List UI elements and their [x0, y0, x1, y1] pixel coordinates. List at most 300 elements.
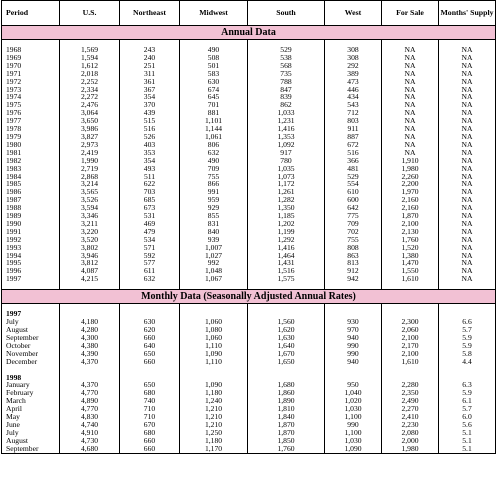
value-cell: 1,048 [180, 267, 248, 275]
value-cell: 4,770 [60, 389, 120, 397]
value-cell: 680 [120, 429, 180, 437]
value-cell: 3,211 [60, 220, 120, 228]
year-heading-row [2, 374, 496, 382]
col-header-west: West [325, 1, 382, 26]
value-cell: 5.6 [439, 421, 496, 429]
table-row [2, 326, 496, 334]
col-header-us: U.S. [60, 1, 120, 26]
value-cell: 446 [325, 86, 382, 94]
value-cell: 490 [180, 46, 248, 54]
value-cell: 1,180 [180, 389, 248, 397]
monthly-data-section [2, 290, 496, 304]
value-cell: 4,770 [60, 405, 120, 413]
value-cell: 4,215 [60, 275, 120, 283]
value-cell: 839 [248, 93, 325, 101]
value-cell: 1,760 [248, 445, 325, 453]
col-header-months-supply: Months' Supply [439, 1, 496, 26]
value-cell: 970 [325, 326, 382, 334]
col-header-midwest: Midwest [180, 1, 248, 26]
value-cell: NA [439, 259, 496, 267]
value-cell: 534 [120, 236, 180, 244]
period-cell: 1972 [2, 78, 60, 86]
table-row [2, 117, 496, 125]
value-cell: 3,812 [60, 259, 120, 267]
value-cell: 1,840 [248, 413, 325, 421]
table-row [2, 62, 496, 70]
table-row [2, 78, 496, 86]
value-cell: 1,261 [248, 188, 325, 196]
period-cell: August [2, 326, 60, 334]
value-cell: 543 [325, 101, 382, 109]
value-cell: 529 [248, 46, 325, 54]
value-cell: 5.9 [439, 342, 496, 350]
period-cell: 1995 [2, 259, 60, 267]
value-cell: 712 [325, 109, 382, 117]
value-cell: NA [382, 78, 439, 86]
value-cell: 1,760 [382, 236, 439, 244]
value-cell: 990 [325, 421, 382, 429]
table-row [2, 220, 496, 228]
table-row [2, 54, 496, 62]
value-cell: 710 [120, 405, 180, 413]
value-cell: 501 [180, 62, 248, 70]
table-row [2, 204, 496, 212]
table-row [2, 318, 496, 326]
spacer-row [2, 366, 496, 374]
value-cell: 568 [248, 62, 325, 70]
value-cell: 1,210 [180, 421, 248, 429]
value-cell: 3,526 [60, 196, 120, 204]
year-heading-row [2, 310, 496, 318]
value-cell: 1,185 [248, 212, 325, 220]
value-cell: NA [439, 54, 496, 62]
period-cell: 1983 [2, 165, 60, 173]
value-cell: 366 [325, 157, 382, 165]
value-cell: 4,680 [60, 445, 120, 453]
value-cell: 2,280 [382, 381, 439, 389]
value-cell: 1,550 [382, 267, 439, 275]
value-cell: 1,980 [382, 165, 439, 173]
value-cell: 2,130 [382, 228, 439, 236]
value-cell: NA [439, 204, 496, 212]
value-cell: 367 [120, 86, 180, 94]
value-cell: 673 [120, 204, 180, 212]
value-cell: NA [439, 157, 496, 165]
value-cell: 1,640 [248, 342, 325, 350]
value-cell: 5.9 [439, 334, 496, 342]
value-cell: 1,144 [180, 125, 248, 133]
value-cell: 632 [180, 149, 248, 157]
value-cell: 592 [120, 252, 180, 260]
value-cell: NA [382, 86, 439, 94]
value-cell: 881 [180, 109, 248, 117]
period-cell: 1988 [2, 204, 60, 212]
value-cell: 640 [120, 342, 180, 350]
value-cell: 887 [325, 133, 382, 141]
value-cell: 950 [325, 381, 382, 389]
value-cell: 1,210 [180, 405, 248, 413]
table-row [2, 101, 496, 109]
value-cell: 1,431 [248, 259, 325, 267]
value-cell: 990 [325, 342, 382, 350]
value-cell: 847 [248, 86, 325, 94]
value-cell: 4,910 [60, 429, 120, 437]
value-cell: 3,520 [60, 236, 120, 244]
value-cell: 240 [120, 54, 180, 62]
value-cell: 6.0 [439, 413, 496, 421]
table-row [2, 342, 496, 350]
value-cell: 6.6 [439, 318, 496, 326]
value-cell: NA [382, 133, 439, 141]
value-cell: 939 [180, 236, 248, 244]
table-row [2, 259, 496, 267]
value-cell: NA [439, 78, 496, 86]
value-cell: 610 [325, 188, 382, 196]
value-cell: 1,594 [60, 54, 120, 62]
value-cell: 1,990 [60, 157, 120, 165]
value-cell: NA [439, 109, 496, 117]
value-cell: 2,490 [382, 397, 439, 405]
value-cell: 1,040 [325, 389, 382, 397]
value-cell: 2,000 [382, 437, 439, 445]
value-cell: NA [382, 101, 439, 109]
value-cell: 929 [180, 204, 248, 212]
year-heading: 1997 [2, 310, 60, 318]
value-cell: 1,350 [248, 204, 325, 212]
value-cell: 481 [325, 165, 382, 173]
period-cell: December [2, 358, 60, 366]
value-cell: 490 [180, 157, 248, 165]
value-cell: 3,220 [60, 228, 120, 236]
value-cell: 1,630 [248, 334, 325, 342]
col-header-northeast: Northeast [120, 1, 180, 26]
value-cell: 2,170 [382, 342, 439, 350]
period-cell: 1987 [2, 196, 60, 204]
value-cell: 991 [180, 188, 248, 196]
table-row [2, 275, 496, 283]
table-row [2, 445, 496, 453]
value-cell: 611 [120, 267, 180, 275]
value-cell: 389 [325, 70, 382, 78]
period-cell: 1971 [2, 70, 60, 78]
value-cell: NA [439, 165, 496, 173]
period-cell: 1996 [2, 267, 60, 275]
value-cell: NA [439, 228, 496, 236]
value-cell: 1,033 [248, 109, 325, 117]
value-cell: 645 [180, 93, 248, 101]
value-cell: 1,470 [382, 259, 439, 267]
value-cell: 940 [325, 334, 382, 342]
period-cell: January [2, 381, 60, 389]
value-cell: 243 [120, 46, 180, 54]
value-cell: 5.8 [439, 350, 496, 358]
period-cell: 1989 [2, 212, 60, 220]
value-cell: 992 [180, 259, 248, 267]
value-cell: NA [439, 252, 496, 260]
value-cell: NA [439, 46, 496, 54]
value-cell: NA [439, 267, 496, 275]
value-cell: 2,230 [382, 421, 439, 429]
table-row [2, 46, 496, 54]
value-cell: 1,970 [382, 188, 439, 196]
value-cell: 2,272 [60, 93, 120, 101]
period-cell: August [2, 437, 60, 445]
value-cell: 1,067 [180, 275, 248, 283]
table-row [2, 180, 496, 188]
value-cell: 1,007 [180, 244, 248, 252]
value-cell: 4,087 [60, 267, 120, 275]
value-cell: 4,300 [60, 334, 120, 342]
value-cell: NA [382, 62, 439, 70]
value-cell: 311 [120, 70, 180, 78]
value-cell: NA [439, 70, 496, 78]
value-cell: 630 [120, 318, 180, 326]
annual-data-section-title: Annual Data [2, 26, 496, 40]
period-cell: 1976 [2, 109, 60, 117]
value-cell: 866 [180, 180, 248, 188]
value-cell: 1,030 [325, 405, 382, 413]
value-cell: 911 [325, 125, 382, 133]
housing-sales-table [1, 0, 496, 454]
value-cell: 1,516 [248, 267, 325, 275]
value-cell: NA [382, 46, 439, 54]
value-cell: 702 [325, 228, 382, 236]
value-cell: 940 [325, 358, 382, 366]
table-row [2, 149, 496, 157]
value-cell: 4,370 [60, 358, 120, 366]
value-cell: 516 [120, 125, 180, 133]
value-cell: 1,110 [180, 358, 248, 366]
col-header-period: Period [2, 1, 60, 26]
value-cell: 3,802 [60, 244, 120, 252]
value-cell: 755 [325, 236, 382, 244]
value-cell: 554 [325, 180, 382, 188]
value-cell: 685 [120, 196, 180, 204]
value-cell: 529 [325, 173, 382, 181]
value-cell: 3,594 [60, 204, 120, 212]
period-cell: 1984 [2, 173, 60, 181]
value-cell: 2,260 [382, 173, 439, 181]
value-cell: 806 [180, 141, 248, 149]
value-cell: 508 [180, 54, 248, 62]
value-cell: 1,416 [248, 244, 325, 252]
value-cell: 4.4 [439, 358, 496, 366]
table-row [2, 413, 496, 421]
value-cell: 403 [120, 141, 180, 149]
value-cell: NA [439, 149, 496, 157]
value-cell: 703 [120, 188, 180, 196]
table-row [2, 188, 496, 196]
value-cell: 1,670 [248, 350, 325, 358]
period-cell: October [2, 342, 60, 350]
table-row [2, 334, 496, 342]
table-row [2, 93, 496, 101]
value-cell: 672 [325, 141, 382, 149]
value-cell: 6.1 [439, 397, 496, 405]
value-cell: 1,240 [180, 397, 248, 405]
value-cell: 813 [325, 259, 382, 267]
monthly-data-section-title: Monthly Data (Seasonally Adjusted Annual Rates) [2, 290, 496, 304]
period-cell: 1985 [2, 180, 60, 188]
value-cell: 1,172 [248, 180, 325, 188]
value-cell: 1,612 [60, 62, 120, 70]
period-cell: 1981 [2, 149, 60, 157]
value-cell: 1,060 [180, 334, 248, 342]
value-cell: 3,064 [60, 109, 120, 117]
value-cell: NA [382, 125, 439, 133]
table-row [2, 350, 496, 358]
value-cell: 709 [180, 165, 248, 173]
value-cell: 4,740 [60, 421, 120, 429]
value-cell: 308 [325, 54, 382, 62]
value-cell: NA [439, 236, 496, 244]
period-cell: 1974 [2, 93, 60, 101]
value-cell: 1,353 [248, 133, 325, 141]
value-cell: NA [382, 70, 439, 78]
value-cell: 2,419 [60, 149, 120, 157]
period-cell: July [2, 429, 60, 437]
value-cell: 600 [325, 196, 382, 204]
value-cell: 2,300 [382, 318, 439, 326]
value-cell: 1,170 [180, 445, 248, 453]
value-cell: 2,100 [382, 350, 439, 358]
value-cell: 862 [248, 101, 325, 109]
value-cell: 2,334 [60, 86, 120, 94]
table-row [2, 389, 496, 397]
period-cell: 1979 [2, 133, 60, 141]
table-row [2, 173, 496, 181]
value-cell: 680 [120, 389, 180, 397]
value-cell: 740 [120, 397, 180, 405]
period-cell: 1990 [2, 220, 60, 228]
value-cell: 1,180 [180, 437, 248, 445]
value-cell: 1,080 [180, 326, 248, 334]
value-cell: 1,870 [248, 421, 325, 429]
table-row [2, 244, 496, 252]
value-cell: 2,252 [60, 78, 120, 86]
value-cell: 6.3 [439, 381, 496, 389]
value-cell: 755 [180, 173, 248, 181]
value-cell: 1,250 [180, 429, 248, 437]
value-cell: 251 [120, 62, 180, 70]
table-row [2, 125, 496, 133]
value-cell: 4,730 [60, 437, 120, 445]
value-cell: 1,061 [180, 133, 248, 141]
value-cell: 660 [120, 358, 180, 366]
value-cell: 2,100 [382, 334, 439, 342]
value-cell: 1,870 [382, 212, 439, 220]
value-cell: 2,410 [382, 413, 439, 421]
header-row [2, 1, 496, 26]
value-cell: 516 [325, 149, 382, 157]
value-cell: 650 [120, 350, 180, 358]
value-cell: NA [439, 244, 496, 252]
table-row [2, 267, 496, 275]
value-cell: 4,390 [60, 350, 120, 358]
value-cell: NA [439, 212, 496, 220]
value-cell: 3,650 [60, 117, 120, 125]
value-cell: 3,946 [60, 252, 120, 260]
value-cell: 855 [180, 212, 248, 220]
value-cell: 2,719 [60, 165, 120, 173]
period-cell: September [2, 445, 60, 453]
period-cell: 1992 [2, 236, 60, 244]
value-cell: 1,520 [382, 244, 439, 252]
value-cell: 2,476 [60, 101, 120, 109]
value-cell: 353 [120, 149, 180, 157]
value-cell: 3,827 [60, 133, 120, 141]
value-cell: 1,620 [248, 326, 325, 334]
table-row [2, 196, 496, 204]
value-cell: 1,416 [248, 125, 325, 133]
value-cell: 2,270 [382, 405, 439, 413]
table-row [2, 437, 496, 445]
value-cell: 4,180 [60, 318, 120, 326]
value-cell: 674 [180, 86, 248, 94]
value-cell: 473 [325, 78, 382, 86]
value-cell: 1,090 [180, 350, 248, 358]
table-row [2, 86, 496, 94]
value-cell: 4,280 [60, 326, 120, 334]
value-cell: 354 [120, 157, 180, 165]
value-cell: 1,060 [180, 318, 248, 326]
table-row [2, 133, 496, 141]
value-cell: 531 [120, 212, 180, 220]
table-row [2, 165, 496, 173]
value-cell: 1,292 [248, 236, 325, 244]
value-cell: 670 [120, 421, 180, 429]
table-row [2, 212, 496, 220]
annual-data-section [2, 26, 496, 40]
value-cell: 660 [120, 334, 180, 342]
value-cell: 4,370 [60, 381, 120, 389]
period-cell: May [2, 413, 60, 421]
value-cell: 863 [325, 252, 382, 260]
value-cell: 434 [325, 93, 382, 101]
period-cell: November [2, 350, 60, 358]
table-row [2, 358, 496, 366]
period-cell: 1973 [2, 86, 60, 94]
value-cell: NA [439, 133, 496, 141]
value-cell: 959 [180, 196, 248, 204]
period-cell: 1980 [2, 141, 60, 149]
value-cell: 292 [325, 62, 382, 70]
value-cell: 1,560 [248, 318, 325, 326]
value-cell: 479 [120, 228, 180, 236]
value-cell: NA [382, 54, 439, 62]
value-cell: 2,100 [382, 220, 439, 228]
value-cell: 1,090 [325, 445, 382, 453]
col-header-south: South [248, 1, 325, 26]
period-cell: July [2, 318, 60, 326]
value-cell: 1,231 [248, 117, 325, 125]
value-cell: 583 [180, 70, 248, 78]
value-cell: 3,565 [60, 188, 120, 196]
value-cell: 942 [325, 275, 382, 283]
value-cell: 4,830 [60, 413, 120, 421]
value-cell: 571 [120, 244, 180, 252]
table-row [2, 109, 496, 117]
value-cell: NA [439, 196, 496, 204]
value-cell: 930 [325, 318, 382, 326]
value-cell: 709 [325, 220, 382, 228]
value-cell: 3,346 [60, 212, 120, 220]
value-cell: 775 [325, 212, 382, 220]
period-cell: April [2, 405, 60, 413]
value-cell: 1,073 [248, 173, 325, 181]
value-cell: NA [439, 220, 496, 228]
value-cell: 780 [248, 157, 325, 165]
